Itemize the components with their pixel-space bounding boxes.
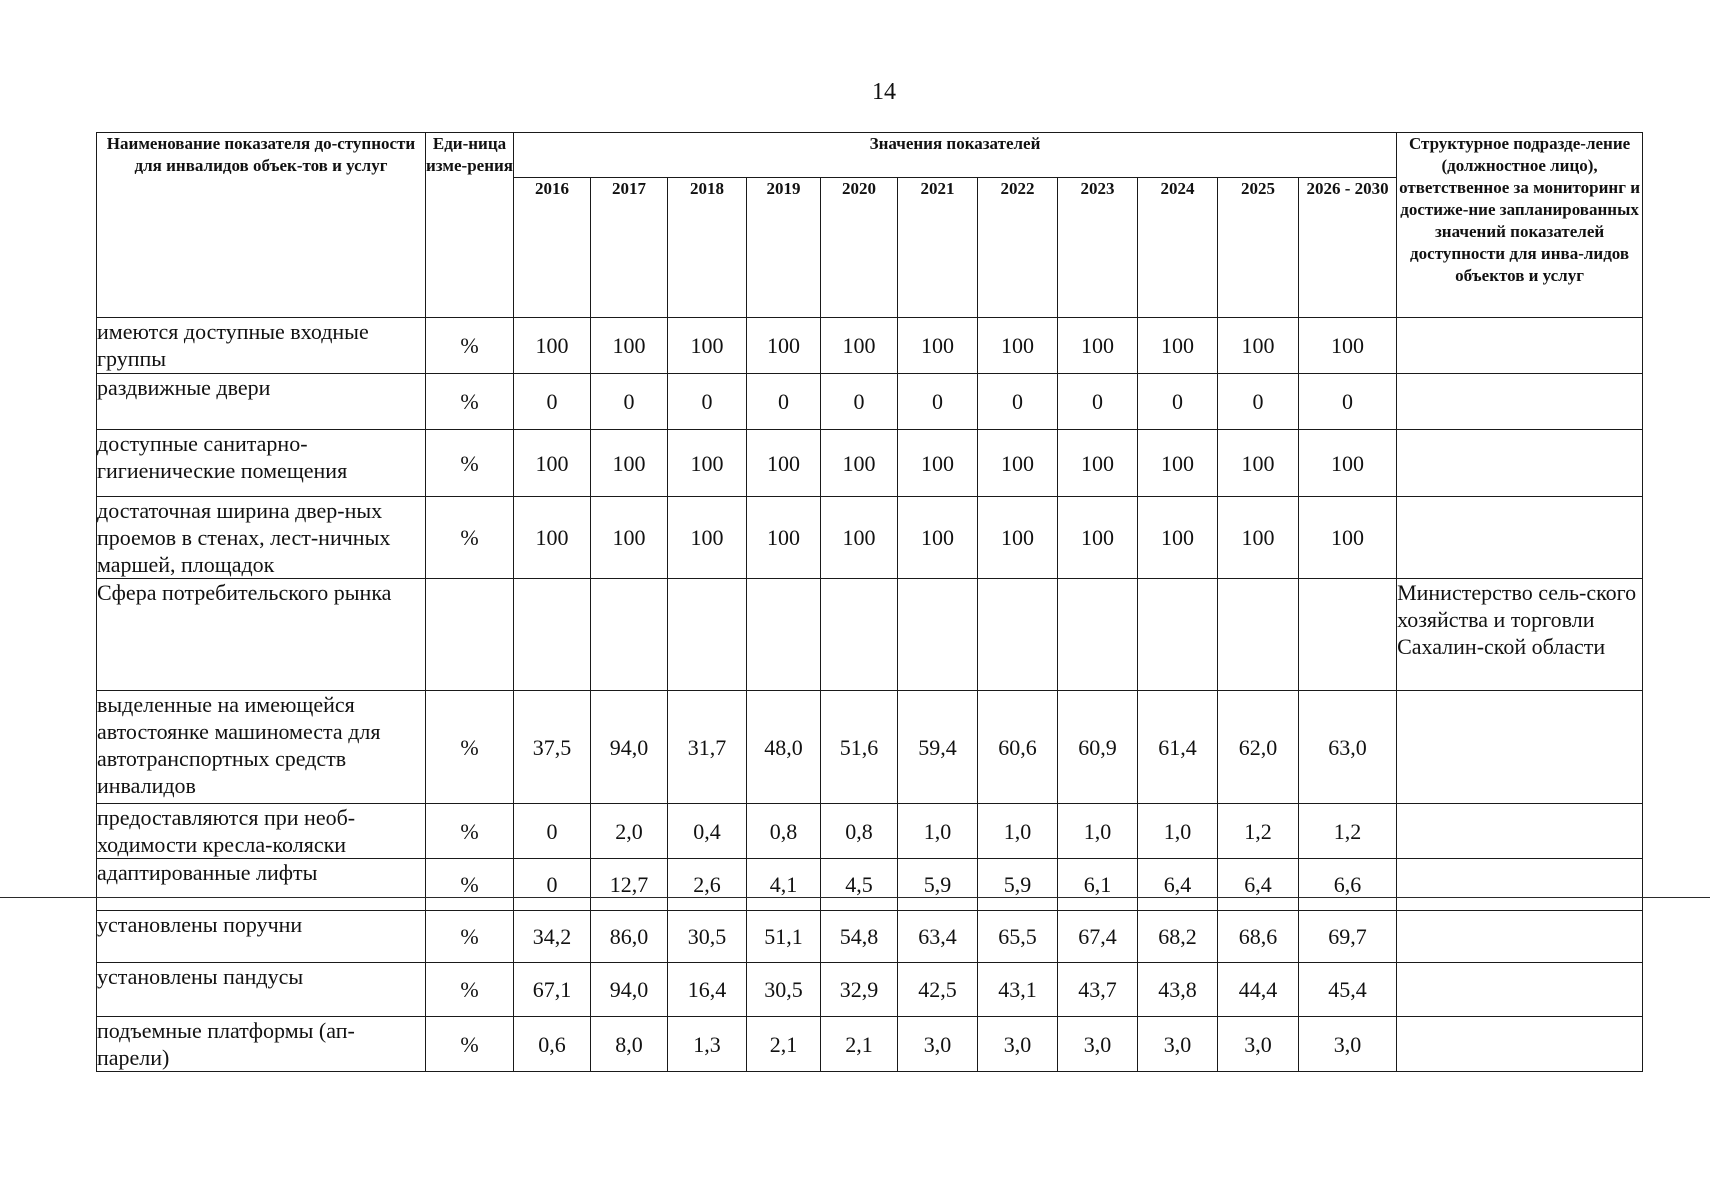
row-responsible: [1397, 1017, 1643, 1072]
value-cell: 0: [591, 374, 668, 430]
row-unit: %: [426, 859, 514, 911]
value-cell: 51,1: [747, 911, 821, 963]
value-cell: 100: [1058, 430, 1138, 497]
value-cell: 100: [978, 430, 1058, 497]
table-row: [97, 911, 1643, 963]
value-cell: 37,5: [514, 691, 591, 804]
value-cell: 32,9: [821, 963, 898, 1017]
value-cell: 100: [1299, 318, 1397, 374]
value-cell: 43,8: [1138, 963, 1218, 1017]
value-cell: 100: [1138, 497, 1218, 579]
value-cell: 1,0: [1138, 804, 1218, 859]
row-indicator-name: предоставляются при необ-ходимости кресла-коляски: [97, 804, 426, 859]
table-row: [97, 1017, 1643, 1072]
value-cell: 67,1: [514, 963, 591, 1017]
table-row: [97, 318, 1643, 374]
value-cell: 60,6: [978, 691, 1058, 804]
value-cell: 63,4: [898, 911, 978, 963]
value-cell: 31,7: [668, 691, 747, 804]
value-cell: 100: [898, 430, 978, 497]
value-cell: 42,5: [898, 963, 978, 1017]
value-cell: 100: [668, 430, 747, 497]
row-responsible: [1397, 374, 1643, 430]
row-unit: %: [426, 691, 514, 804]
row-responsible: [1397, 318, 1643, 374]
value-cell: 0,4: [668, 804, 747, 859]
value-cell: 100: [978, 318, 1058, 374]
row-responsible: [1397, 911, 1643, 963]
value-cell: [1218, 579, 1299, 691]
value-cell: [1058, 579, 1138, 691]
value-cell: 16,4: [668, 963, 747, 1017]
value-cell: 100: [514, 430, 591, 497]
value-cell: 2,1: [821, 1017, 898, 1072]
row-indicator-name: установлены поручни: [97, 911, 426, 963]
row-unit: %: [426, 911, 514, 963]
row-indicator-name: выделенные на имеющейся автостоянке машиноместа для автотранспортных средств инвалидов: [97, 691, 426, 804]
row-indicator-name: подъемные платформы (ап-парели): [97, 1017, 426, 1072]
row-indicator-name: раздвижные двери: [97, 374, 426, 430]
value-cell: 0: [1138, 374, 1218, 430]
value-cell: 62,0: [1218, 691, 1299, 804]
value-cell: 3,0: [1299, 1017, 1397, 1072]
value-cell: 2,6: [668, 859, 747, 911]
header-year: 2024: [1138, 178, 1218, 318]
value-cell: 2,0: [591, 804, 668, 859]
scan-artifact-line: [0, 897, 1710, 898]
value-cell: 63,0: [1299, 691, 1397, 804]
row-indicator-name: имеются доступные входные группы: [97, 318, 426, 374]
value-cell: 0: [978, 374, 1058, 430]
row-indicator-name: доступные санитарно-гигиенические помещения: [97, 430, 426, 497]
row-unit: %: [426, 374, 514, 430]
table-body: [97, 318, 1643, 1072]
value-cell: 5,9: [898, 859, 978, 911]
value-cell: 0: [898, 374, 978, 430]
table-row: [97, 963, 1643, 1017]
row-indicator-name: установлены пандусы: [97, 963, 426, 1017]
value-cell: 0: [1058, 374, 1138, 430]
value-cell: 6,1: [1058, 859, 1138, 911]
value-cell: 0,6: [514, 1017, 591, 1072]
table-header: [97, 133, 1643, 318]
value-cell: [668, 579, 747, 691]
value-cell: 100: [978, 497, 1058, 579]
table-row: [97, 374, 1643, 430]
value-cell: 8,0: [591, 1017, 668, 1072]
row-indicator-name: адаптированные лифты: [97, 859, 426, 911]
value-cell: 0: [668, 374, 747, 430]
value-cell: [1299, 579, 1397, 691]
row-indicator-name: достаточная ширина двер-ных проемов в стенах, лест-ничных маршей, площадок: [97, 497, 426, 579]
value-cell: 100: [1058, 318, 1138, 374]
value-cell: 0,8: [821, 804, 898, 859]
value-cell: 12,7: [591, 859, 668, 911]
header-year: 2023: [1058, 178, 1138, 318]
value-cell: 60,9: [1058, 691, 1138, 804]
value-cell: 100: [747, 318, 821, 374]
value-cell: 0: [1218, 374, 1299, 430]
value-cell: 6,4: [1218, 859, 1299, 911]
value-cell: 86,0: [591, 911, 668, 963]
value-cell: 43,1: [978, 963, 1058, 1017]
value-cell: 100: [898, 318, 978, 374]
value-cell: 6,6: [1299, 859, 1397, 911]
header-indicator-name: Наименование показателя до-ступности для инвалидов объек-тов и услуг: [97, 133, 426, 318]
row-unit: %: [426, 497, 514, 579]
value-cell: 100: [747, 430, 821, 497]
value-cell: 100: [1058, 497, 1138, 579]
value-cell: [1138, 579, 1218, 691]
value-cell: 34,2: [514, 911, 591, 963]
value-cell: 100: [668, 318, 747, 374]
value-cell: 68,6: [1218, 911, 1299, 963]
value-cell: 59,4: [898, 691, 978, 804]
value-cell: 0: [747, 374, 821, 430]
value-cell: 1,0: [898, 804, 978, 859]
value-cell: 4,1: [747, 859, 821, 911]
value-cell: 100: [747, 497, 821, 579]
value-cell: 0: [514, 859, 591, 911]
value-cell: [747, 579, 821, 691]
table-row: [97, 859, 1643, 911]
value-cell: 100: [1218, 430, 1299, 497]
value-cell: 48,0: [747, 691, 821, 804]
value-cell: 100: [1138, 318, 1218, 374]
header-year: 2018: [668, 178, 747, 318]
value-cell: 100: [514, 497, 591, 579]
row-unit: %: [426, 1017, 514, 1072]
value-cell: [898, 579, 978, 691]
row-indicator-name: Сфера потребительского рынка: [97, 579, 426, 691]
header-year: 2017: [591, 178, 668, 318]
value-cell: 51,6: [821, 691, 898, 804]
table-row: [97, 804, 1643, 859]
table-row: [97, 497, 1643, 579]
value-cell: 100: [591, 497, 668, 579]
header-year: 2021: [898, 178, 978, 318]
value-cell: 69,7: [1299, 911, 1397, 963]
value-cell: 68,2: [1138, 911, 1218, 963]
value-cell: [821, 579, 898, 691]
value-cell: 45,4: [1299, 963, 1397, 1017]
header-year: 2020: [821, 178, 898, 318]
value-cell: 100: [1138, 430, 1218, 497]
value-cell: 1,0: [1058, 804, 1138, 859]
value-cell: 94,0: [591, 963, 668, 1017]
value-cell: 100: [591, 430, 668, 497]
value-cell: 100: [591, 318, 668, 374]
row-unit: %: [426, 318, 514, 374]
value-cell: 44,4: [1218, 963, 1299, 1017]
row-responsible: Министерство сель-ского хозяйства и торговли Сахалин-ской области: [1397, 579, 1643, 691]
page-number: 14: [872, 79, 896, 105]
value-cell: 100: [1218, 497, 1299, 579]
value-cell: [591, 579, 668, 691]
row-unit: %: [426, 430, 514, 497]
header-responsible: Структурное подразде-ление (должностное лицо), ответственное за мониторинг и достиже-ние запланированных значений показателей доступности для инва-лидов объектов и услуг: [1397, 133, 1643, 318]
table-row: [97, 430, 1643, 497]
value-cell: 100: [898, 497, 978, 579]
value-cell: 61,4: [1138, 691, 1218, 804]
value-cell: 100: [1218, 318, 1299, 374]
row-responsible: [1397, 691, 1643, 804]
value-cell: 3,0: [1218, 1017, 1299, 1072]
value-cell: 0: [514, 804, 591, 859]
accessibility-indicators-table: [96, 132, 1643, 1072]
row-responsible: [1397, 430, 1643, 497]
header-year: 2026 - 2030: [1299, 178, 1397, 318]
value-cell: 54,8: [821, 911, 898, 963]
value-cell: 3,0: [1058, 1017, 1138, 1072]
value-cell: [978, 579, 1058, 691]
header-year: 2022: [978, 178, 1058, 318]
value-cell: 67,4: [1058, 911, 1138, 963]
value-cell: 3,0: [898, 1017, 978, 1072]
value-cell: 1,2: [1299, 804, 1397, 859]
value-cell: 100: [821, 497, 898, 579]
value-cell: 100: [668, 497, 747, 579]
value-cell: 100: [1299, 497, 1397, 579]
value-cell: 4,5: [821, 859, 898, 911]
value-cell: 1,3: [668, 1017, 747, 1072]
header-year: 2019: [747, 178, 821, 318]
value-cell: 100: [821, 318, 898, 374]
value-cell: [514, 579, 591, 691]
value-cell: 1,2: [1218, 804, 1299, 859]
header-unit: Еди-ница изме-рения: [426, 133, 514, 318]
value-cell: 43,7: [1058, 963, 1138, 1017]
value-cell: 30,5: [668, 911, 747, 963]
value-cell: 3,0: [978, 1017, 1058, 1072]
row-unit: %: [426, 804, 514, 859]
table-row: [97, 691, 1643, 804]
row-unit: [426, 579, 514, 691]
value-cell: 94,0: [591, 691, 668, 804]
header-year: 2025: [1218, 178, 1299, 318]
value-cell: 0: [1299, 374, 1397, 430]
value-cell: 100: [514, 318, 591, 374]
row-responsible: [1397, 963, 1643, 1017]
value-cell: 3,0: [1138, 1017, 1218, 1072]
row-responsible: [1397, 804, 1643, 859]
value-cell: 6,4: [1138, 859, 1218, 911]
row-unit: %: [426, 963, 514, 1017]
value-cell: 5,9: [978, 859, 1058, 911]
value-cell: 0: [821, 374, 898, 430]
row-responsible: [1397, 497, 1643, 579]
value-cell: 0,8: [747, 804, 821, 859]
value-cell: 2,1: [747, 1017, 821, 1072]
value-cell: 100: [1299, 430, 1397, 497]
value-cell: 30,5: [747, 963, 821, 1017]
value-cell: 65,5: [978, 911, 1058, 963]
value-cell: 1,0: [978, 804, 1058, 859]
header-values-group: Значения показателей: [514, 133, 1397, 178]
value-cell: 100: [821, 430, 898, 497]
table-row: [97, 579, 1643, 691]
value-cell: 0: [514, 374, 591, 430]
header-year: 2016: [514, 178, 591, 318]
row-responsible: [1397, 859, 1643, 911]
